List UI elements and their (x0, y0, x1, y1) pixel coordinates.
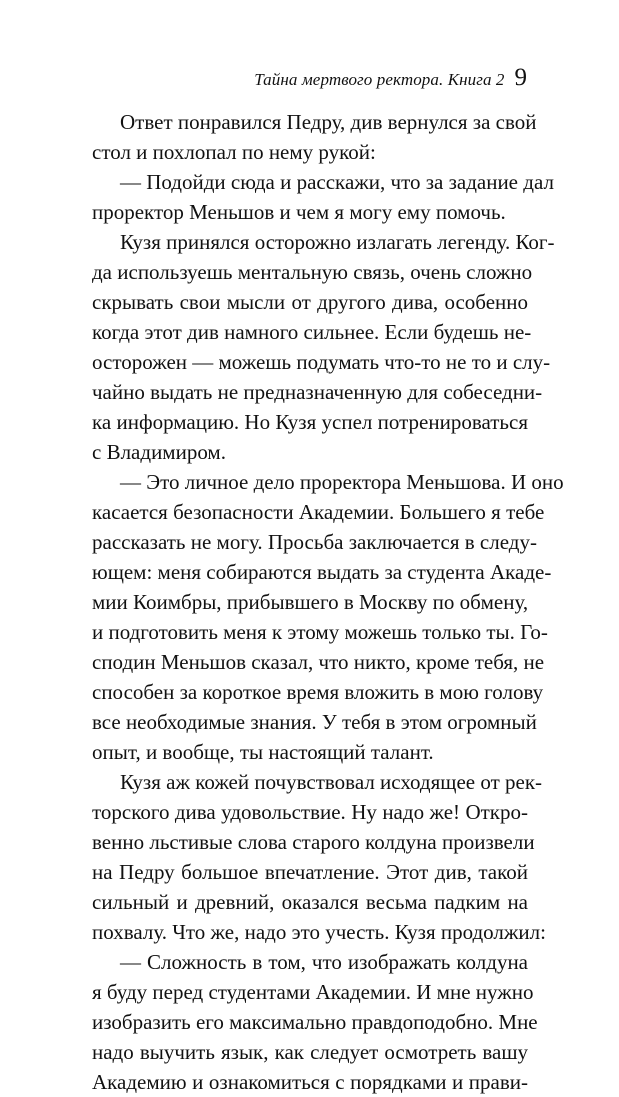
running-header (254, 64, 527, 92)
text-line: когда этот див намного сильнее. Если будешь не- (92, 320, 532, 344)
text-line: мии Коимбры, прибывшего в Москву по обмену, (92, 590, 529, 614)
text-line: на Педру большое впечатление. Этот див, такой (92, 860, 528, 884)
text-line: — Сложность в том, что изображать колдуна (120, 950, 528, 974)
text-line: я буду перед студентами Академии. И мне нужно (92, 980, 534, 1004)
page-number: 9 (514, 64, 527, 91)
text-line: стол и похлопал по нему рукой: (92, 140, 376, 164)
text-line: и подготовить меня к этому можешь только ты. Го- (92, 620, 548, 644)
body-text (92, 107, 564, 1097)
text-line: с Владимиром. (92, 440, 226, 464)
text-line: Кузя аж кожей почувствовал исходящее от рек- (120, 770, 543, 794)
running-title: Тайна мертвого ректора. Книга 2 (254, 70, 505, 89)
text-line: торского дива удовольствие. Ну надо же! Откро- (92, 800, 528, 824)
text-line: проректор Меньшов и чем я могу ему помочь. (92, 200, 506, 224)
text-line: Академию и ознакомиться с порядками и прави- (92, 1070, 528, 1094)
text-line: осторожен — можешь подумать что-то не то и слу- (92, 350, 551, 374)
text-line: Кузя принялся осторожно излагать легенду. Ког- (120, 230, 555, 254)
text-line: да используешь ментальную связь, очень сложно (92, 260, 533, 284)
text-line: касается безопасности Академии. Большего я тебе (92, 500, 545, 524)
text-line: скрывать свои мысли от другого дива, особенно (92, 290, 528, 314)
text-line: — Это личное дело проректора Меньшова. И оно (120, 470, 564, 494)
text-line: способен за короткое время вложить в мою голову (92, 680, 544, 704)
text-line: все необходимые знания. У тебя в этом огромный (92, 710, 537, 734)
text-line: ка информацию. Но Кузя успел потренироваться (92, 410, 528, 434)
text-line: сильный и древний, оказался весьма падким на (92, 890, 528, 914)
text-line: изобразить его максимально правдоподобно. Мне (92, 1010, 538, 1034)
text-line: опыт, и вообще, ты настоящий талант. (92, 740, 434, 764)
text-line: Ответ понравился Педру, див вернулся за свой (120, 110, 537, 134)
text-line: сподин Меньшов сказал, что никто, кроме тебя, не (92, 650, 545, 674)
text-line: чайно выдать не предназначенную для собеседни- (92, 380, 543, 404)
text-line: венно льстивые слова старого колдуна произвели (92, 830, 535, 854)
text-line: рассказать не могу. Просьба заключается в следу- (92, 530, 537, 554)
text-line: ющем: меня собираются выдать за студента Акаде- (92, 560, 552, 584)
text-line: надо выучить язык, как следует осмотреть вашу (92, 1040, 528, 1064)
text-line: — Подойди сюда и расскажи, что за задание дал (120, 170, 554, 194)
text-line: похвалу. Что же, надо это учесть. Кузя продолжил: (92, 920, 546, 944)
